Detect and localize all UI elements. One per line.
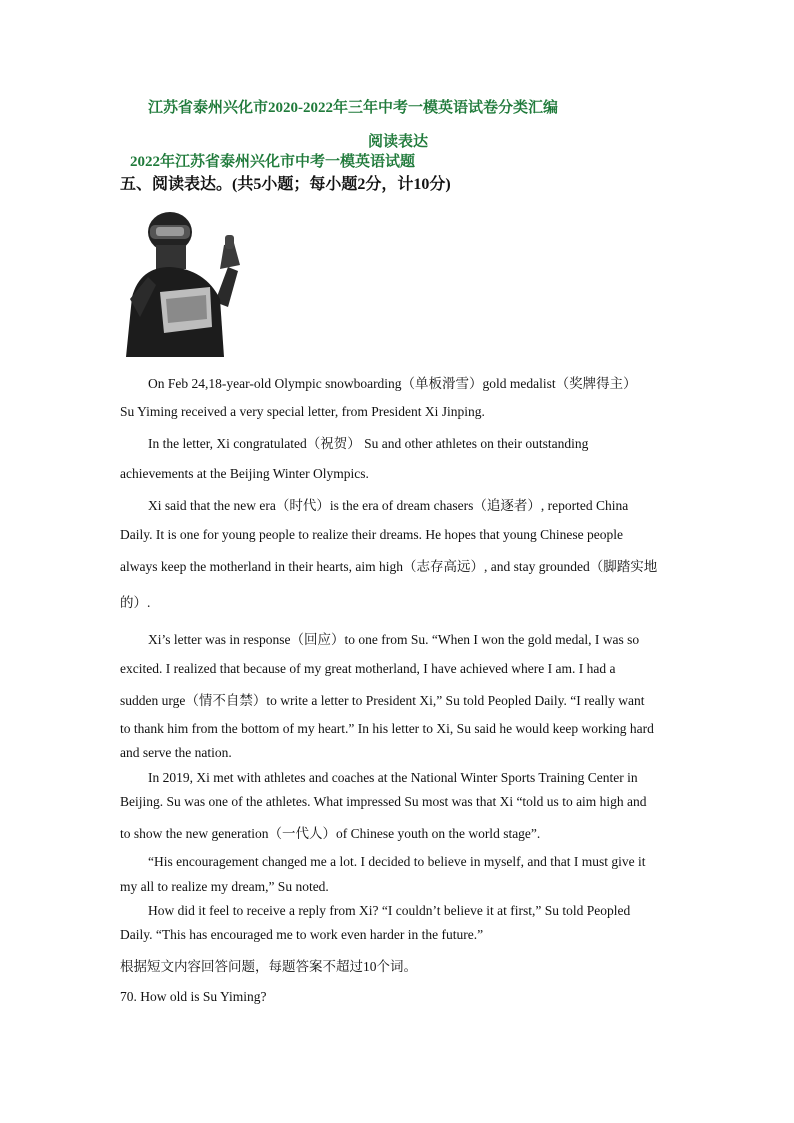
passage-line: to thank him from the bottom of my heart.” In his letter to Xi, Su said he would keep working hard (120, 721, 654, 736)
passage-line: excited. I realized that because of my great motherland, I have achieved where I am. I had a (120, 661, 616, 676)
passage-line: to show the new generation（一代人）of Chinese youth on the world stage”. (120, 826, 541, 841)
passage-line: How did it feel to receive a reply from Xi? “I couldn’t believe it at first,” Su told Peopled (148, 903, 631, 918)
section-title: 五、阅读表达。(共5小题；每小题2分，计10分) (120, 176, 451, 193)
snowboarder-photo (120, 207, 250, 357)
passage-line: In 2019, Xi met with athletes and coaches at the National Winter Sports Training Center in (148, 770, 638, 785)
passage-line: In the letter, Xi congratulated（祝贺） Su and other athletes on their outstanding (148, 436, 589, 451)
passage-line: achievements at the Beijing Winter Olympics. (120, 466, 369, 481)
passage-line: 的）. (120, 595, 151, 610)
passage-line: Daily. It is one for young people to realize their dreams. He hopes that young Chinese people (120, 527, 623, 542)
passage-line: Su Yiming received a very special letter, from President Xi Jinping. (120, 404, 485, 419)
passage-line: and serve the nation. (120, 745, 232, 760)
passage-line: Xi said that the new era（时代）is the era of dream chasers（追逐者）, reported China (148, 498, 629, 513)
instruction-text: 根据短文内容回答问题，每题答案不超过10个词。 (120, 959, 417, 974)
passage-line: always keep the motherland in their hearts, aim high（志存高远）, and stay grounded（脚踏实地 (120, 559, 658, 574)
passage-line: Beijing. Su was one of the athletes. What impressed Su most was that Xi “told us to aim high and (120, 794, 647, 809)
passage-line: Xi’s letter was in response（回应）to one from Su. “When I won the gold medal, I was so (148, 632, 640, 647)
passage-line: my all to realize my dream,” Su noted. (120, 879, 329, 894)
passage-line: sudden urge（情不自禁）to write a letter to President Xi,” Su told Peopled Daily. “I really want (120, 693, 645, 708)
passage-line: “His encouragement changed me a lot. I decided to believe in myself, and that I must give it (148, 854, 646, 869)
question-70: 70. How old is Su Yiming? (120, 989, 267, 1004)
document-title: 江苏省泰州兴化市2020-2022年三年中考一模英语试卷分类汇编 (148, 100, 558, 116)
exam-title: 2022年江苏省泰州兴化市中考一模英语试题 (130, 154, 416, 170)
passage-line: On Feb 24,18-year-old Olympic snowboarding（单板滑雪）gold medalist（奖牌得主） (148, 376, 637, 391)
document-subtitle: 阅读表达 (368, 134, 429, 150)
passage-line: Daily. “This has encouraged me to work even harder in the future.” (120, 927, 484, 942)
